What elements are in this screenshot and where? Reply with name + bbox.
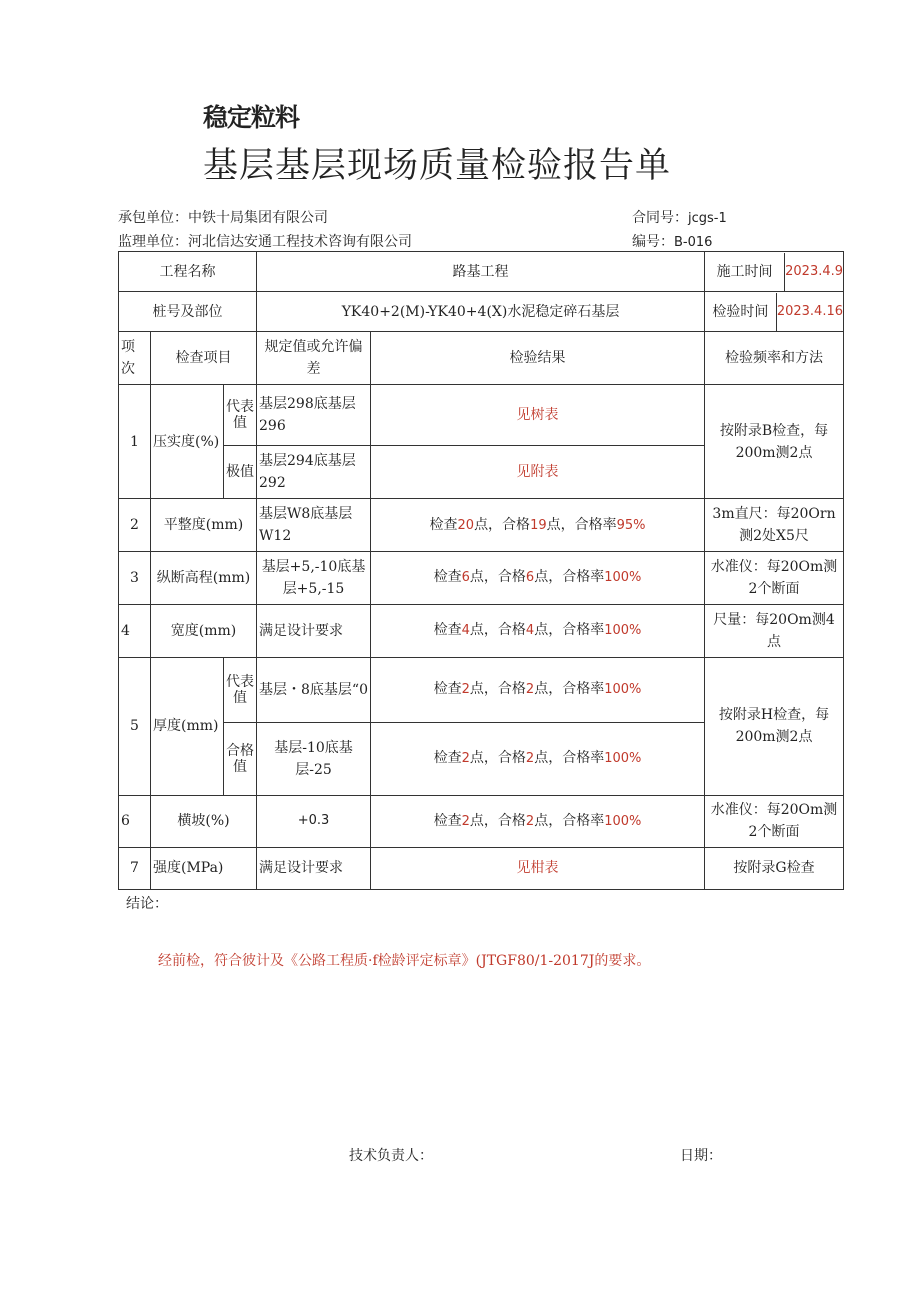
row1-spec2: 基层294底基层292: [257, 446, 371, 499]
r5a-b: 点，合格: [469, 681, 526, 698]
row6-result: [371, 795, 705, 847]
row3-result: [371, 552, 705, 604]
row5-item: 厚度(mm): [151, 657, 224, 795]
row5-sub1: 代表值: [224, 657, 257, 722]
r6-n2: 2: [525, 813, 535, 829]
conclusion-label: 结论：: [126, 896, 168, 912]
r5a-c: 点，合格率: [534, 681, 605, 698]
row1-spec1: 基层298底基层296: [257, 385, 371, 446]
r4-n2: 4: [525, 623, 535, 639]
r5a-a: 检查: [433, 681, 462, 698]
col-item-header: 检查项目: [151, 332, 257, 385]
construction-time-value: 2023.4.9: [785, 263, 844, 279]
r3-c: 点，合格率: [534, 569, 605, 586]
row4-item: 宽度(mm): [151, 604, 257, 657]
row2-result: [371, 499, 705, 552]
r6-b: 点，合格: [469, 812, 526, 829]
row7-result: 见柑表: [371, 847, 705, 889]
title-line2: 基层基层现场质量检验报告单: [203, 146, 672, 186]
row5-no: 5: [119, 657, 151, 795]
supervisor-label: 监理单位：: [118, 234, 188, 250]
row7-no: 7: [119, 847, 151, 889]
r5b-c: 点，合格率: [534, 750, 605, 767]
row4-result: [371, 604, 705, 657]
row4-no: 4: [119, 604, 151, 657]
row1-method: 按附录B检查，每200m测2点: [705, 385, 844, 499]
row6-item: 横坡(%): [151, 795, 257, 847]
contractor-line: [118, 207, 328, 227]
contract-value: jcgs-1: [688, 211, 727, 226]
row1-sub1: 代表值: [224, 385, 257, 446]
row1-no: 1: [119, 385, 151, 499]
col-result-header: 检验结果: [371, 332, 705, 385]
table-row: [119, 795, 844, 847]
r5b-pct: 100%: [604, 751, 642, 767]
r3-b: 点，合格: [469, 569, 526, 586]
row7-spec: 满足设计要求: [257, 847, 371, 889]
supervisor-line: [118, 231, 412, 251]
number-value: B-016: [674, 235, 713, 250]
inspection-time-label: 检验时间: [705, 293, 777, 331]
r5b-a: 检查: [433, 750, 462, 767]
contract-line: [632, 207, 727, 227]
r5b-b: 点，合格: [469, 750, 526, 767]
r6-pct: 100%: [604, 813, 642, 829]
row5-result1: [371, 657, 705, 722]
row5-result2: [371, 722, 705, 795]
col-method-header: 检验频率和方法: [705, 332, 844, 385]
row1-result1: 见树表: [371, 385, 705, 446]
inspection-time-value: 2023.4.16: [776, 303, 844, 319]
col-spec-header: 规定值或允许偏差: [257, 332, 371, 385]
r4-c: 点，合格率: [534, 622, 605, 639]
row6-no: 6: [119, 795, 151, 847]
construction-time-label: 施工时间: [705, 253, 785, 291]
contractor-value: 中铁十局集团有限公司: [188, 210, 328, 226]
number-label: 编号：: [632, 234, 674, 250]
r2-n2: 19: [530, 517, 547, 533]
contractor-label: 承包单位：: [118, 210, 188, 226]
station-value: YK40+2(M)-YK40+4(X)水泥稳定碎石基层: [257, 292, 705, 332]
title-line1: 稳定粒料: [203, 103, 300, 132]
table-row: [119, 385, 844, 446]
r6-c: 点，合格率: [534, 812, 605, 829]
time-cells: [705, 252, 844, 292]
row6-method: 水准仪：每20Om测2个断面: [705, 795, 844, 847]
row2-no: 2: [119, 499, 151, 552]
row3-item: 纵断高程(mm): [151, 552, 257, 604]
r3-n1: 6: [461, 570, 470, 586]
row1-result2: 见附表: [371, 446, 705, 499]
row2-item: 平整度(mm): [151, 499, 257, 552]
r3-n2: 6: [525, 570, 535, 586]
row1-sub2: 极值: [224, 446, 257, 499]
station-label: 桩号及部位: [119, 292, 257, 332]
number-line: [632, 231, 712, 251]
supervisor-value: 河北信达安通工程技术咨询有限公司: [188, 234, 412, 250]
date-label: 日期：: [680, 1148, 722, 1164]
r4-pct: 100%: [604, 623, 642, 639]
project-name-value: 路基工程: [257, 252, 705, 292]
r5a-n2: 2: [525, 682, 535, 698]
r2-b: 点，合格: [474, 516, 531, 533]
row6-spec: +0.3: [257, 795, 371, 847]
r5b-n1: 2: [461, 751, 470, 767]
r6-n1: 2: [461, 813, 470, 829]
row4-method: 尺量：每20Om测4点: [705, 604, 844, 657]
conclusion-text: 经前检，符合彼计及《公路工程质·f检龄评定标章》(JTGF80/1-2017J的要求。: [158, 953, 651, 969]
table-row: [119, 657, 844, 722]
r2-pct: 95%: [616, 517, 646, 533]
row4-spec: 满足设计要求: [257, 604, 371, 657]
table-row: [119, 252, 844, 292]
contract-label: 合同号：: [632, 210, 688, 226]
table-row: [119, 292, 844, 332]
tech-lead-label: 技术负责人：: [349, 1148, 433, 1164]
row1-item: 压实度(%): [151, 385, 224, 499]
r2-n1: 20: [457, 517, 475, 533]
row2-method: 3m直尺：每20Orn测2处X5尺: [705, 499, 844, 552]
table-row: [119, 847, 844, 889]
r5a-pct: 100%: [604, 682, 642, 698]
r3-pct: 100%: [604, 570, 642, 586]
table-row: [119, 499, 844, 552]
inspection-time-cells: [705, 292, 844, 332]
table-row: [119, 604, 844, 657]
row3-spec: 基层+5,-10底基层+5,-15: [257, 552, 371, 604]
row5-sub2: 合格值: [224, 722, 257, 795]
project-name-label: 工程名称: [119, 252, 257, 292]
row7-method: 按附录G检查: [705, 847, 844, 889]
row5-spec2: 基层-10底基层-25: [257, 722, 371, 795]
row3-no: 3: [119, 552, 151, 604]
row7-item: 强度(MPa): [151, 847, 257, 889]
row2-spec: 基层W8底基层W12: [257, 499, 371, 552]
r6-a: 检查: [433, 812, 462, 829]
row5-spec1: 基层・8底基层“0: [257, 657, 371, 722]
r4-a: 检查: [433, 622, 462, 639]
r4-n1: 4: [461, 623, 470, 639]
r2-a: 检查: [429, 516, 458, 533]
col-no-header: 项次: [119, 332, 151, 385]
r3-a: 检查: [433, 569, 462, 586]
column-header-row: [119, 332, 844, 385]
r2-c: 点，合格率: [546, 516, 617, 533]
table-row: [119, 552, 844, 604]
r5b-n2: 2: [525, 751, 535, 767]
inspection-table: [118, 251, 844, 890]
row5-method: 按附录H检查，每200m测2点: [705, 657, 844, 795]
r4-b: 点，合格: [469, 622, 526, 639]
r5a-n1: 2: [461, 682, 470, 698]
row3-method: 水准仪：每20Om测2个断面: [705, 552, 844, 604]
